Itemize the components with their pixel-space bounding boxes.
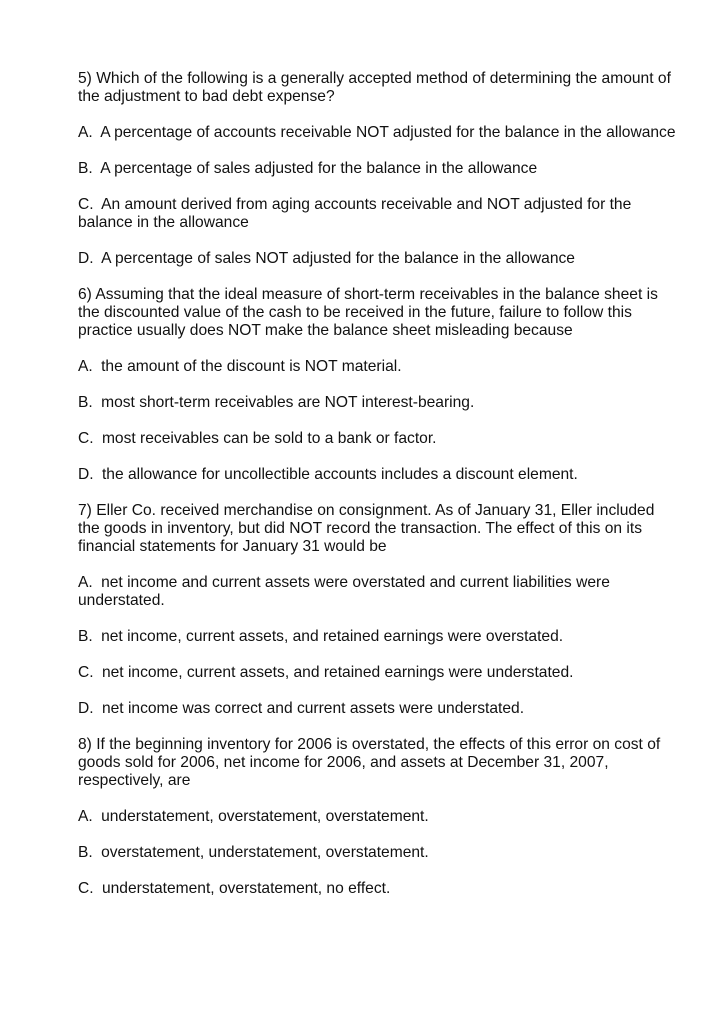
question-stem: 8) If the beginning inventory for 2006 is overstated, the effects of this error on cost of goods sold for 2006, net income for 2006, and assets at December 31, 2007, respectively, are [78,736,661,789]
option-text: A percentage of accounts receivable NOT adjusted for the balance in the allowance [100,124,676,141]
answer-option [78,430,678,448]
option-text: the amount of the discount is NOT material. [101,358,402,375]
option-text: net income, current assets, and retained earnings were overstated. [101,628,564,645]
option-text: understatement, overstatement, no effect. [101,880,391,897]
option-letter: C. [78,430,94,447]
option-letter: C. [78,664,94,681]
answer-option [78,844,678,862]
answer-option [78,250,678,268]
option-letter: A. [78,124,93,141]
question-stem: 6) Assuming that the ideal measure of short-term receivables in the balance sheet is the discounted value of the cash to be received in the future, failure to follow this practice usually does NOT make the balance sheet misleading because [78,286,658,339]
answer-option [78,394,678,412]
document-page [78,58,678,916]
option-letter: A. [78,358,93,375]
option-letter: D. [78,700,94,717]
option-text: A percentage of sales adjusted for the balance in the allowance [100,160,538,177]
option-letter: A. [78,808,93,825]
option-text: net income was correct and current assets were understated. [101,700,525,717]
question-stem: 5) Which of the following is a generally accepted method of determining the amount of the adjustment to bad debt expense? [78,70,671,105]
answer-option [78,808,678,826]
answer-option [78,700,678,718]
question-stem: 7) Eller Co. received merchandise on consignment. As of January 31, Eller included the goods in inventory, but did NOT record the transaction. The effect of this on its financial statements for January 31 would be [78,502,655,555]
question-8 [78,736,678,898]
option-letter: B. [78,628,93,645]
option-text: overstatement, understatement, overstatement. [101,844,429,861]
answer-option [78,358,678,376]
answer-option [78,196,678,232]
answer-option [78,664,678,682]
option-text: most receivables can be sold to a bank or factor. [101,430,437,447]
option-letter: C. [78,880,94,897]
option-text: net income, current assets, and retained earnings were understated. [101,664,574,681]
option-text: the allowance for uncollectible accounts includes a discount element. [101,466,578,483]
answer-option [78,880,678,898]
option-letter: D. [78,466,94,483]
answer-option [78,628,678,646]
answer-option [78,160,678,178]
option-letter: B. [78,394,93,411]
option-text: net income and current assets were overstated and current liabilities were understated. [78,574,610,609]
answer-option [78,124,678,142]
option-text: most short-term receivables are NOT interest-bearing. [101,394,475,411]
option-letter: D. [78,250,94,267]
question-6 [78,286,678,484]
answer-option [78,574,678,610]
option-text: A percentage of sales NOT adjusted for the balance in the allowance [101,250,575,267]
question-7 [78,502,678,718]
option-letter: B. [78,160,93,177]
option-text: understatement, overstatement, overstatement. [101,808,429,825]
question-5 [78,70,678,268]
option-letter: A. [78,574,93,591]
option-letter: B. [78,844,93,861]
option-letter: C. [78,196,94,213]
answer-option [78,466,678,484]
option-text: An amount derived from aging accounts receivable and NOT adjusted for the balance in the allowance [78,196,632,231]
